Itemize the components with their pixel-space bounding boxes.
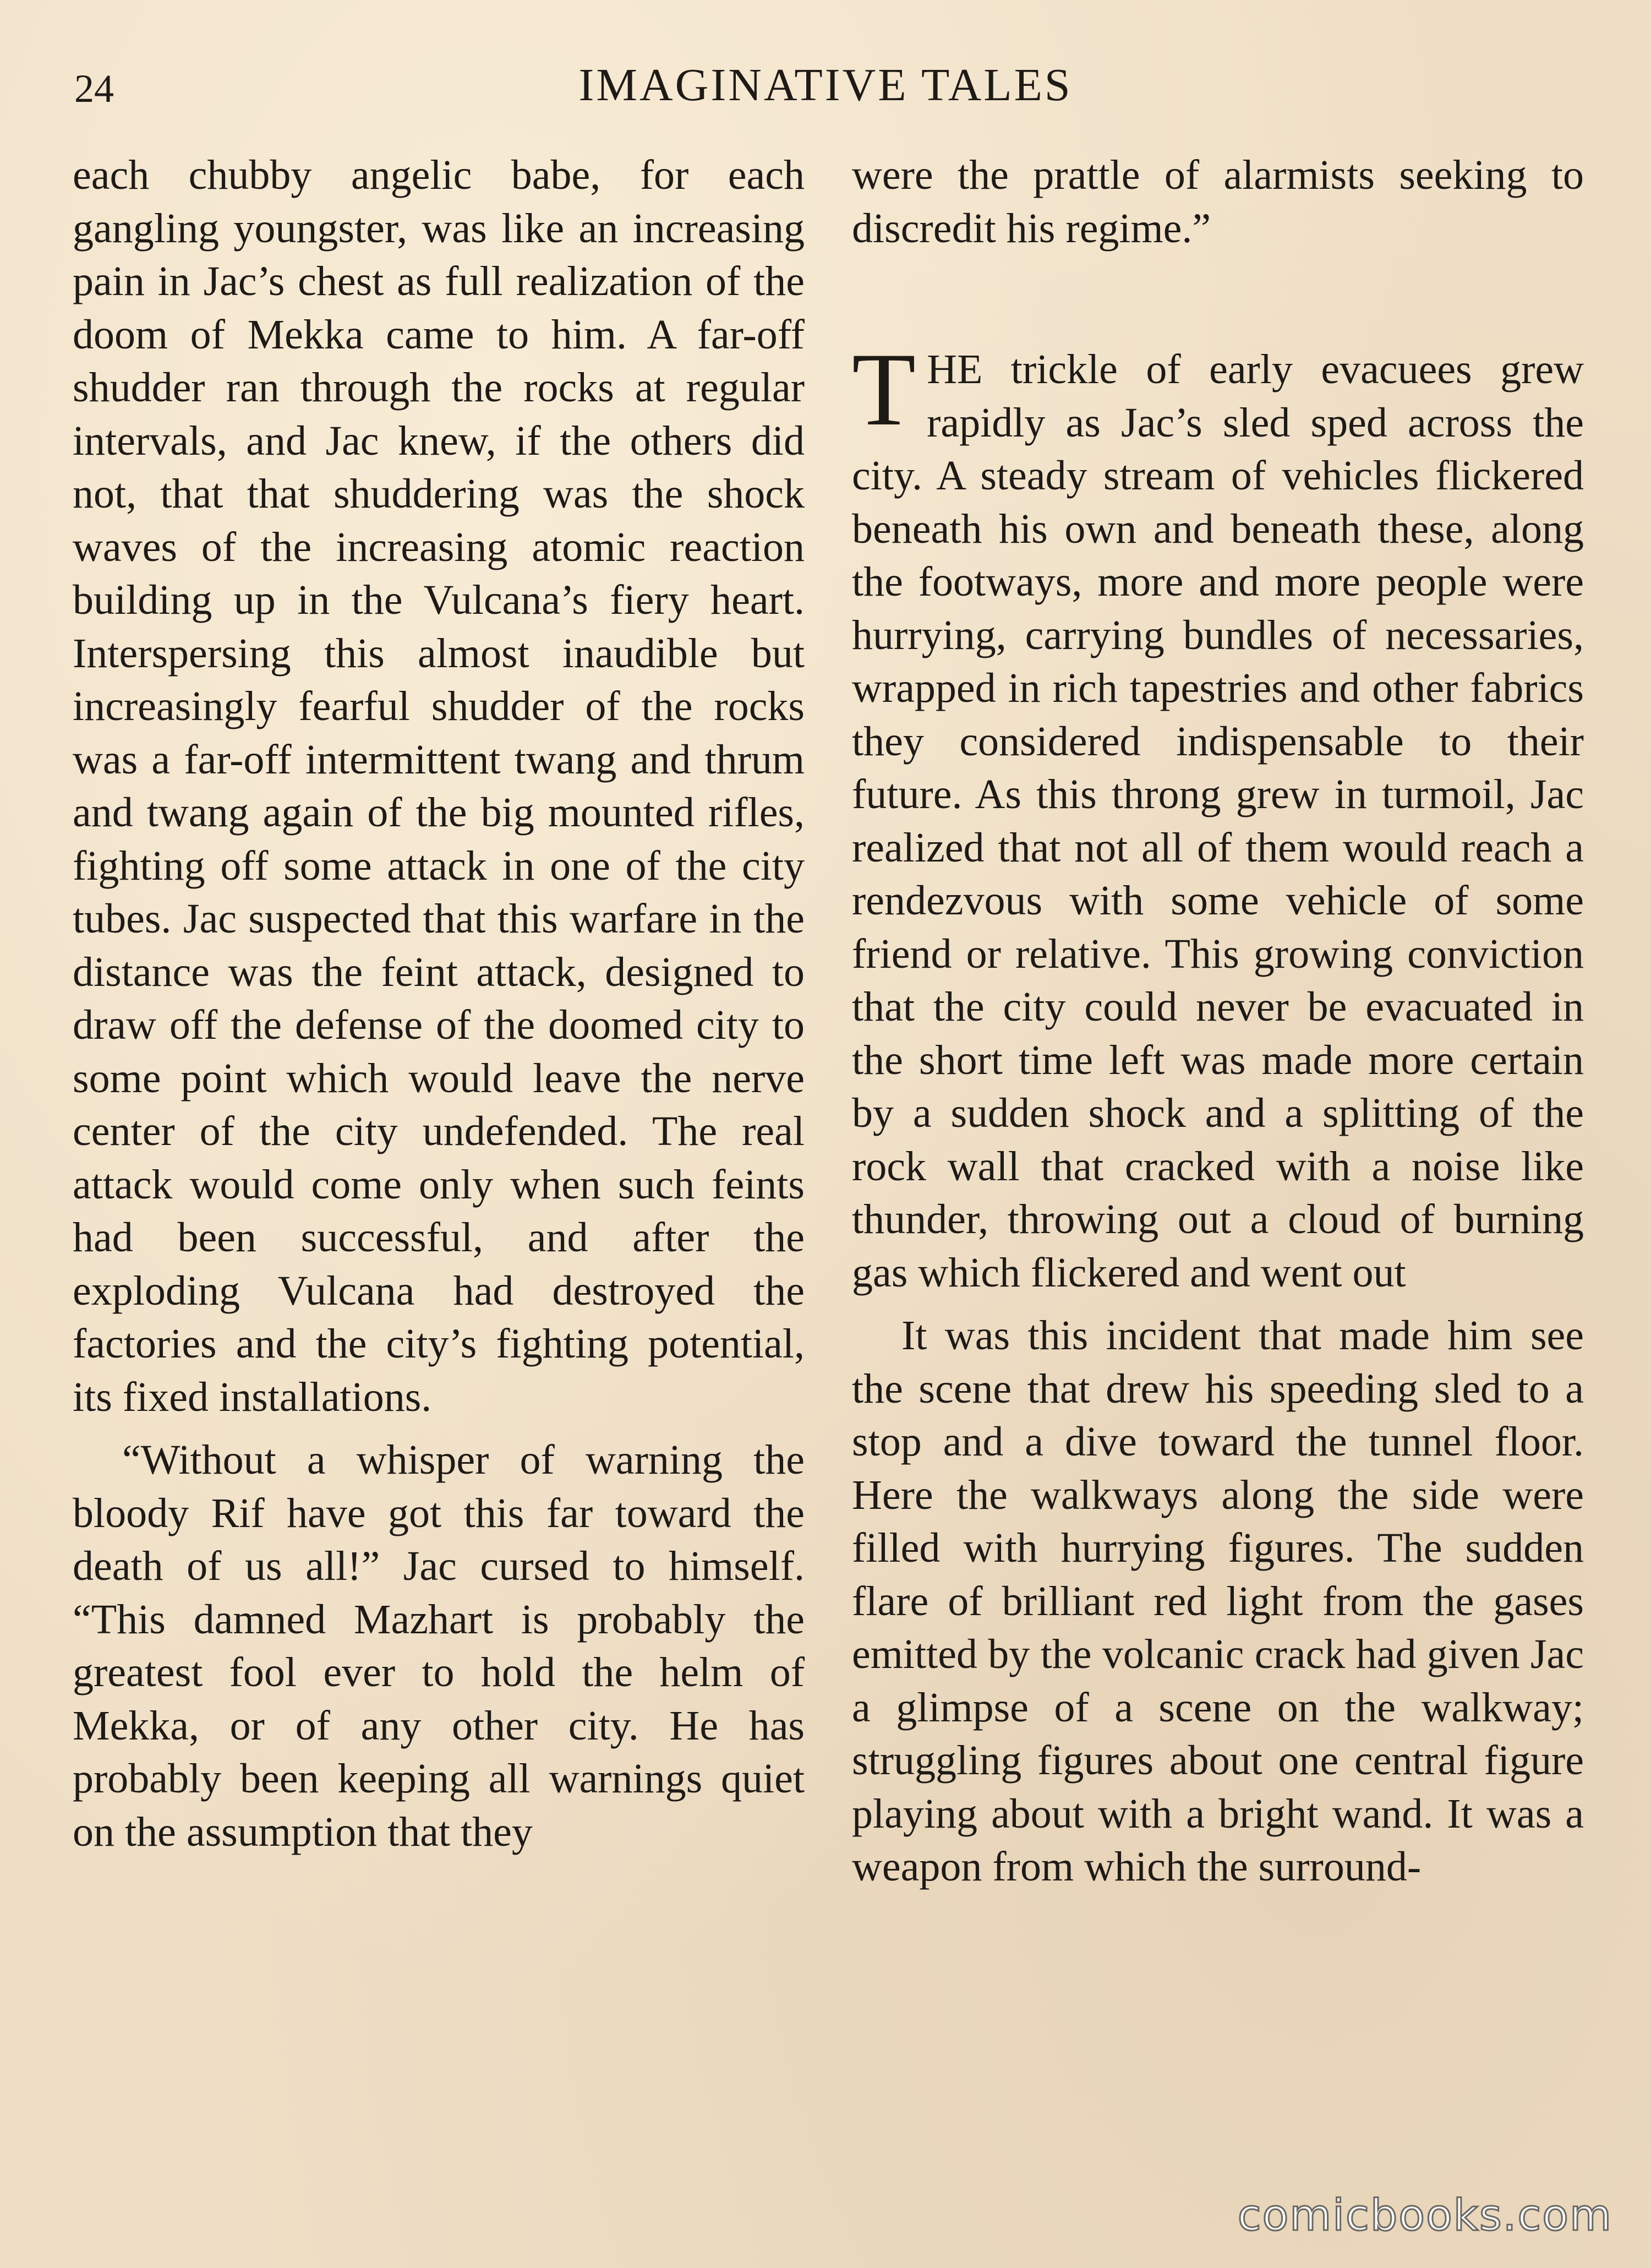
right-last-paragraph: It was this incident that made him see the scene that drew his speeding sled to a stop and a dive toward the tunnel floor. Here the walkways along the side were filled with hurrying figures. The sudden flare of brilliant red light from the gases emitted by the volcanic crack had given Jac a glimpse of a scene on the walkway; struggling figures about one central figure playing about with a bright wand. It was a weapon from which the surround- [852, 1312, 1584, 1890]
right-continuation-paragraph: were the prattle of alarmists seeking to discredit his regime.” [852, 152, 1584, 252]
left-paragraph-1: each chubby angelic babe, for each gangling youngster, was like an increasing pain in Jac’s chest as full realization of the doom of Mekka came to him. A far-off shudder ran through the rocks at regular intervals, and Jac knew, if the others did not, that that shuddering was the shock waves of the increasing atomic reaction building up in the Vulcana’s fiery heart. Interspersing this almost inaudible but increasingly fearful shudder of the rocks was a far-off intermittent twang and thrum and twang again of the big mounted rifles, fighting off some attack in one of the city tubes. Jac suspected that this warfare in the distance was the feint attack, designed to draw off the defense of the doomed city to some point which would leave the nerve center of the city undefended. The real attack would come only when such feints had been successful, and after the exploding Vulcana had destroyed the factories and the city’s fighting potential, its fixed installations. [73, 152, 805, 1420]
left-column [73, 149, 805, 1858]
running-title: IMAGINATIVE TALES [578, 59, 1073, 111]
watermark-logo: comicbooks.com [1237, 2191, 1612, 2240]
page-number: 24 [74, 67, 114, 111]
drop-cap: T [852, 332, 916, 448]
left-paragraph-2: “Without a whisper of warning the bloody Rif have got this far toward the death of us all!” Jac cursed to himself. “This damned Mazhart is probably the greatest fool ever to hold the helm of Mekka, or of any other city. He has probably been keeping all warnings quiet on the assumption that they [73, 1437, 805, 1855]
right-column [852, 149, 1584, 1894]
page-header [0, 55, 1651, 116]
section-opening-paragraph [852, 332, 1584, 1299]
section-opening-text: HE trickle of early evacuees grew rapidly as Jac’s sled sped across the city. A steady stream of vehicles flickered beneath his own and beneath these, along the footways, more and more people were hurrying, carrying bundles of necessaries, wrapped in rich tapestries and other fabrics they considered indispensable to their future. As this throng grew in turmoil, Jac realized that not all of them would reach a rendezvous with some vehicle of some friend or relative. This growing conviction that the city could never be evacuated in the short time left was made more certain by a sudden shock and a splitting of the rock wall that cracked with a noise like thunder, throwing out a cloud of burning gas which flickered and went out [852, 346, 1584, 1296]
